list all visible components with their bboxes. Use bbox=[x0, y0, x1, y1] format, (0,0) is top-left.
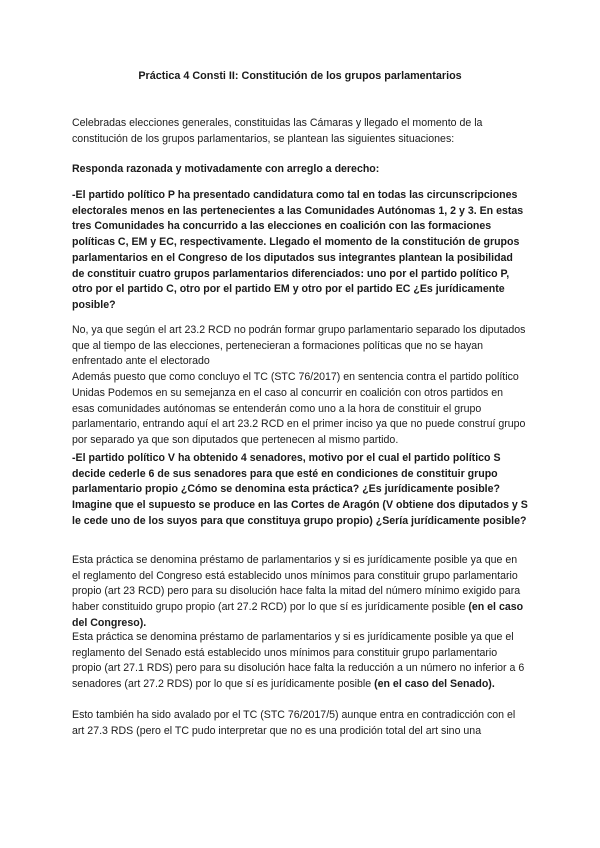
answer-2a bbox=[72, 553, 528, 632]
instruction-paragraph bbox=[72, 162, 528, 178]
answer-2a-text: Esta práctica se denomina préstamo de parlamentarios y si es jurídicamente posible ya que en el reglamento del Congreso está establecido unos mínimos para constituir grupo parlamentario propio (art 23 RCD) pero para su disolución hace falta la mitad del número mínimo exigido para haber constituido grupo propio (art 27.2 RCD) por lo que sí es jurídicamente posible bbox=[72, 554, 521, 614]
answer-1 bbox=[72, 323, 528, 449]
instruction-text: Responda razonada y motivadamente con arreglo a derecho: bbox=[72, 163, 380, 175]
answer-1a-text: No, ya que según el art 23.2 RCD no podrán formar grupo parlamentario separado los diputados que al tiempo de las elecciones, pertenecieran a formaciones políticas que no se hayan enfrentado ante el electorado bbox=[72, 324, 526, 368]
intro-text: Celebradas elecciones generales, constituidas las Cámaras y llegado el momento de la constitución de los grupos parlamentarios, se plantean las siguientes situaciones: bbox=[72, 117, 483, 145]
answer-2b-text: Esta práctica se denomina préstamo de parlamentarios y si es jurídicamente posible ya que el reglamento del Senado está establecido unos mínimos para constituir grupo parlamentario propio (art 27.1 RDS) pero para su disolución hace falta la reducción a un número no inferior a 6 senadores (art 27.2 RDS) por lo que sí es jurídicamente posible bbox=[72, 631, 525, 691]
question-2 bbox=[72, 451, 528, 530]
answer-2c-text: Esto también ha sido avalado por el TC (STC 76/2017/5) aunque entra en contradicción con el art 27.3 RDS (pero el TC pudo interpretar que no es una prodición total del art sino una bbox=[72, 709, 516, 737]
intro-paragraph bbox=[72, 116, 528, 147]
question-1-text: -El partido político P ha presentado candidatura como tal en todas las circunscripciones electorales menos en las pertenecientes a las Comunidades Autónomas 1, 2 y 3. En estas tres Comunidades ha concurrido a las elecciones en coalición con las formaciones políticas C, EM y EC, respectivamente. Llegado el momento de la constitución de grupos parlamentarios en el Congreso de los diputados sus integrantes plantean la posibilidad de constituir cuatro grupos parlamentarios diferenciados: uno por el partido político P, otro por el partido C, otro por el partido EM y otro por el partido EC ¿Es jurídicamente posible? bbox=[72, 189, 524, 311]
question-1 bbox=[72, 188, 528, 314]
answer-2a-bold: (en el caso del Congreso). bbox=[72, 601, 524, 629]
answer-2c bbox=[72, 708, 528, 739]
answer-2a-paragraph bbox=[72, 553, 528, 632]
page-title: Práctica 4 Consti II: Constitución de los grupos parlamentarios bbox=[138, 70, 462, 82]
answer-2b-bold: (en el caso del Senado). bbox=[374, 678, 495, 691]
question-2-text: -El partido político V ha obtenido 4 senadores, motivo por el cual el partido político S decide cederle 6 de sus senadores para que esté en condiciones de constituir grupo parlamentario propio ¿Cómo se denomina esta práctica? ¿Es jurídicamente posible? Imagine que el supuesto se produce en las Cortes de Aragón (V obtiene dos diputados y S le cede uno de los suyos para que constituya grupo propio) ¿Sería jurídicamente posible? bbox=[72, 452, 528, 527]
answer-1b-text: Además puesto que como concluyo el TC (STC 76/2017) en sentencia contra el partido político Unidas Podemos en su semejanza en el caso al concurrir en coalición con otros partidos en esas comunidades autónomas se entenderán como uno a la hora de constituir el grupo parlamentario, entrando aquí el art 23.2 RCD en el primer inciso ya que no puede construí grupo por separado ya que son diputados que pertenecen al mismo partido. bbox=[72, 371, 526, 446]
answer-2b bbox=[72, 630, 528, 693]
answer-2b-paragraph bbox=[72, 630, 528, 693]
